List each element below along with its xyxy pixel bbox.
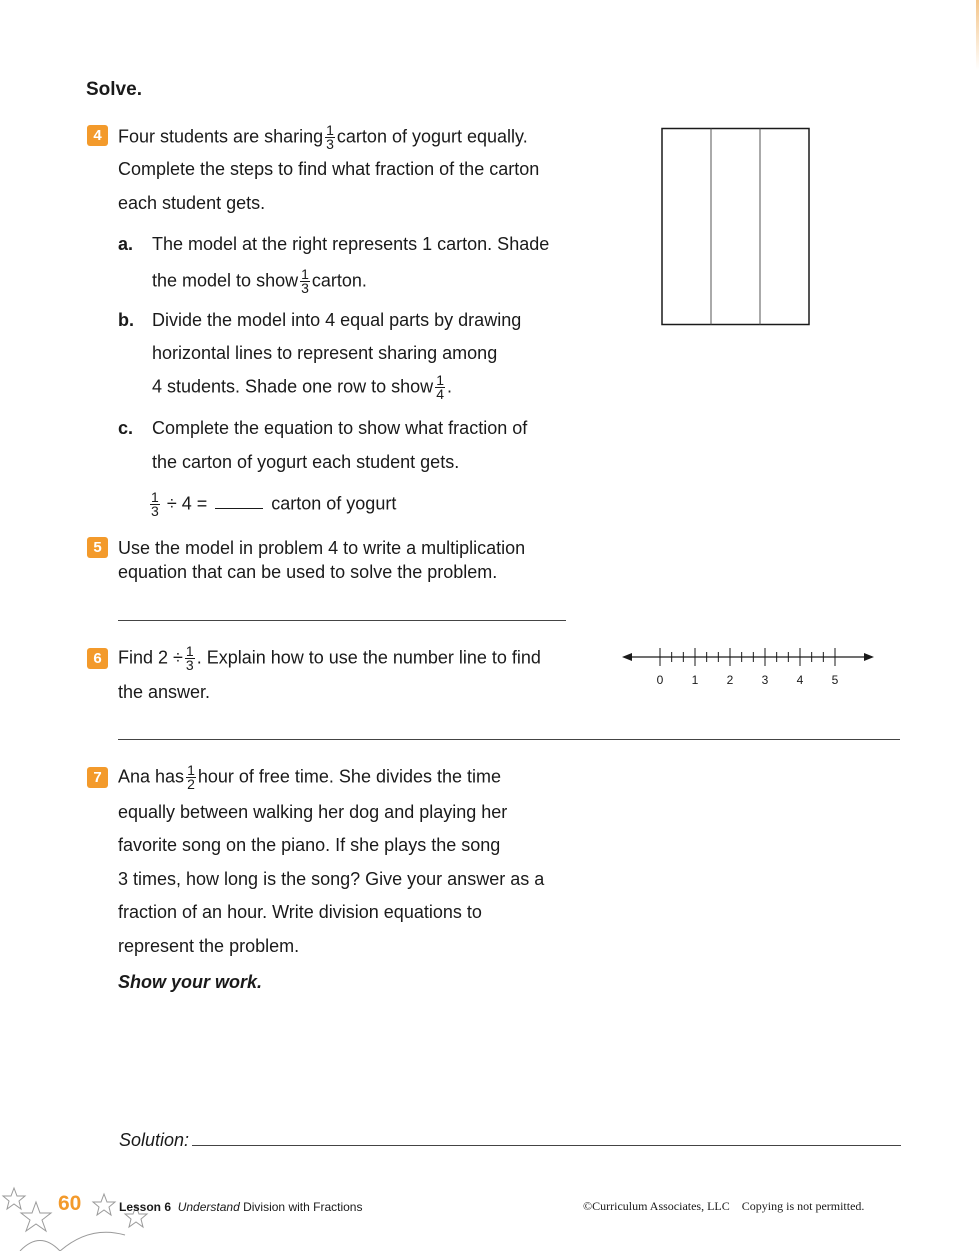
- number-line-left-arrow: [622, 653, 632, 661]
- fraction-one-fourth: $\frac{1}{4}$: [436, 372, 444, 402]
- problem-7-line2: equally between walking her dog and playing her: [118, 802, 508, 822]
- problem-7-line5: fraction of an hour. Write division equations to: [118, 902, 482, 922]
- problem-5-answer-line[interactable]: [118, 620, 566, 621]
- fraction-one-third: $\frac{1}{3}$: [326, 122, 334, 152]
- solution-label: Solution:: [119, 1130, 190, 1150]
- part-b-line2: horizontal lines to represent sharing among: [152, 343, 498, 363]
- number-line-labels: [657, 673, 839, 687]
- problem-5-badge: 5: [87, 537, 108, 558]
- problem-4-line2: Complete the steps to find what fraction of the carton: [118, 159, 540, 179]
- answer-blank[interactable]: [215, 494, 263, 509]
- part-b-line1: Divide the model into 4 equal parts by drawing: [152, 310, 522, 330]
- carton-model[interactable]: [660, 127, 812, 327]
- problem-6-line1: Find 2 ÷ $\frac{1}{3}$ . Explain how to use the number line to find: [118, 643, 541, 673]
- part-b-line3: 4 students. Shade one row to show $\frac{1}{4}$ .: [152, 372, 452, 402]
- equation: $\frac{1}{3}$ ÷ 4 = carton of yogurt: [151, 489, 397, 519]
- page-number: 60: [58, 1192, 82, 1215]
- problem-6-badge: 6: [87, 648, 108, 669]
- number-line-label: 3: [761, 673, 769, 687]
- number-line-label: 1: [691, 673, 699, 687]
- problem-5-line2: equation that can be used to solve the problem.: [118, 562, 498, 582]
- fraction-one-third: $\frac{1}{3}$: [301, 266, 309, 296]
- part-c-line1: Complete the equation to show what fraction of: [152, 418, 528, 438]
- number-line: [620, 645, 880, 695]
- problem-7-line1: Ana has $\frac{1}{2}$ hour of free time. She divides the time: [118, 762, 502, 792]
- carton-outline: [662, 129, 809, 325]
- swoosh-icon: [60, 1232, 125, 1251]
- problem-6-answer-line[interactable]: [118, 739, 900, 740]
- show-your-work: Show your work.: [118, 972, 263, 992]
- star-icon: [3, 1188, 25, 1209]
- section-heading: Solve.: [86, 79, 142, 100]
- footer-copyright: ©Curriculum Associates, LLC Copying is not permitted.: [583, 1199, 865, 1213]
- problem-6-line2: the answer.: [118, 682, 211, 702]
- problem-7-badge: 7: [87, 767, 108, 788]
- problem-7-line3: favorite song on the piano. If she plays the song: [118, 835, 501, 855]
- number-line-label: 2: [726, 673, 734, 687]
- number-line-label: 0: [656, 673, 664, 687]
- number-line-label: 4: [796, 673, 804, 687]
- swoosh-icon: [20, 1241, 60, 1251]
- fraction-one-third: $\frac{1}{3}$: [151, 489, 159, 519]
- number-line-right-arrow: [864, 653, 874, 661]
- problem-5-line1: Use the model in problem 4 to write a multiplication: [118, 538, 526, 558]
- star-icon: [93, 1194, 115, 1215]
- solution-answer-line[interactable]: [192, 1145, 901, 1146]
- problem-7-line6: represent the problem.: [118, 936, 300, 956]
- star-icon: [21, 1202, 51, 1231]
- problem-4-line1: Four students are sharing $\frac{1}{3}$ carton of yogurt equally.: [118, 122, 528, 152]
- number-line-label: 5: [831, 673, 839, 687]
- part-c-line2: the carton of yogurt each student gets.: [152, 452, 460, 472]
- fraction-one-half: $\frac{1}{2}$: [187, 762, 195, 792]
- part-a-line1: The model at the right represents 1 carton. Shade: [152, 234, 550, 254]
- part-a-label: a.: [118, 234, 134, 254]
- part-a-line2: the model to show $\frac{1}{3}$ carton.: [152, 266, 367, 296]
- part-c-label: c.: [118, 418, 134, 438]
- problem-7-line4: 3 times, how long is the song? Give your answer as a: [118, 869, 545, 889]
- problem-4-badge: 4: [87, 125, 108, 146]
- part-b-label: b.: [118, 310, 134, 330]
- problem-4-line3: each student gets.: [118, 193, 266, 213]
- footer-lesson: Lesson 6 Understand Division with Fractions: [119, 1200, 363, 1214]
- fraction-one-third: $\frac{1}{3}$: [185, 643, 194, 673]
